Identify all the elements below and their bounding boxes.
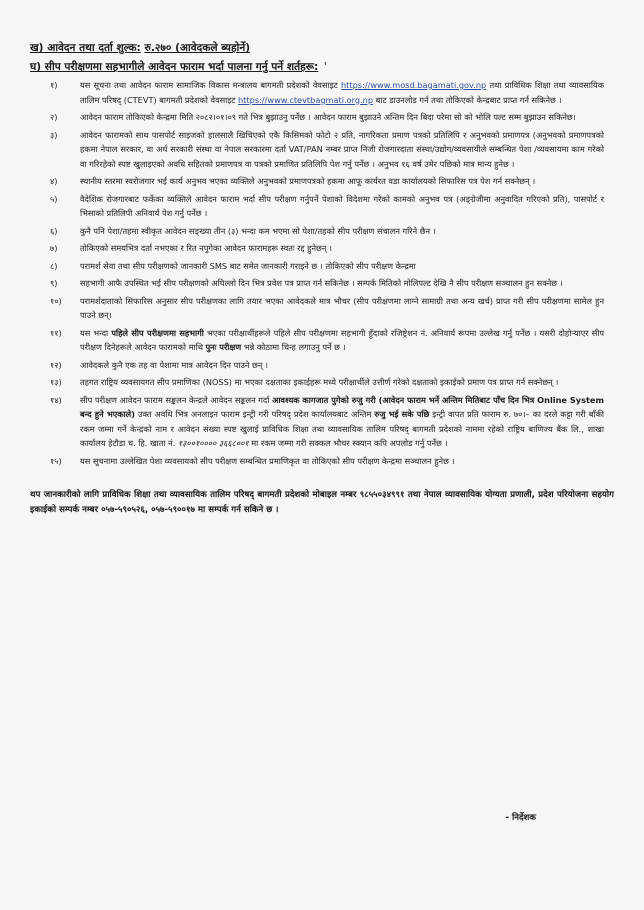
condition-text-part: बाट डाउनलोड गर्न तथा तोकिएको केन्द्रबाट प्राप्त गर्न सकिनेछ । bbox=[375, 94, 562, 105]
condition-item-14 bbox=[30, 393, 614, 451]
condition-item-1 bbox=[30, 78, 614, 107]
condition-item-3 bbox=[30, 128, 614, 172]
condition-text-part: तथा प्राविधिक शिक्षा तथा व्यावसायिक तालिम परिषद् (CTEVT) बागमती प्रदेशको वेवसाइट bbox=[80, 80, 605, 105]
condition-item-13 bbox=[30, 375, 614, 390]
mosd-website-link[interactable]: https://www.mosd.bagamati.gov.np bbox=[340, 80, 487, 90]
condition-text: परामर्शदाताको सिफारिस अनुसार सीप परीक्षणका लागि तयार भएका आवेदकले मात्र भौचर (सीप परीक्षणमा लाग्ने सामाग्री तथा अन्य खर्च) प्राप्त गरी सीप परीक्षणमा सामेल हुन पाउने छन्। bbox=[80, 295, 604, 320]
condition-number: ४) bbox=[50, 176, 58, 186]
condition-item-6 bbox=[30, 224, 614, 239]
condition-item-8 bbox=[30, 259, 614, 274]
condition-item-11 bbox=[30, 326, 614, 355]
condition-item-7 bbox=[30, 241, 614, 256]
condition-number: ५) bbox=[50, 193, 58, 204]
condition-number: १५) bbox=[50, 455, 62, 466]
condition-text: परामर्श सेवा तथा सीप परीक्षणको जानकारी SMS बाट समेत जानकारी गराइने छ । तोकिएको सीप परीक्षण केन्द्रमा bbox=[80, 260, 416, 271]
contact-note: थप जानकारीको लागि प्राविधिक शिक्षा तथा व्यावसायिक तालिम परिषद् बागमती प्रदेशको मोबाइल नम्बर ९८५५०३४९९१ तथा नेपाल व्यावसायिक योग्यता प्रणाली, प्रदेश परियोजना सहयोग इकाईको सम्पर्क नम्बर ०५७-५९०५२६, ०५७-५९००१७ मा सम्पर्क गर्न सकिने छ । bbox=[30, 490, 614, 515]
condition-text-part: इन्ट्री वापत प्रति फाराम रु. ७०।– का दरले कट्टा गरी बाँकी रकम जम्मा गर्ने केन्द्रको नाम र आवेदन संख्या स्पष्ट खुलाई प्राविधिक शिक्षा तथा व्यावसायिक तालिम परिषद् बागमती प्रदेशको नाममा रहेको राष्ट्रिय बाणिज्य बैंक लि., शाखा कार्यालय हेटौडा च. हि. खाता नं. bbox=[80, 409, 604, 448]
condition-number: ११) bbox=[50, 327, 62, 338]
condition-text bbox=[80, 393, 614, 451]
condition-number: १३) bbox=[50, 377, 62, 387]
condition-text: तोकिएको समयभित्र दर्ता नभएका र रित नपुगेका आवेदन फारामहरू स्वतः रद्द हुनेछन् । bbox=[80, 243, 332, 253]
condition-text-part: उक्त अवधि भित्र अनलाइन फाराम इन्ट्री गरी परिषद् प्रदेश कार्यालयबाट अन्तिम bbox=[137, 409, 372, 419]
condition-number: ९) bbox=[50, 278, 58, 288]
condition-item-2 bbox=[30, 110, 614, 125]
condition-text-part: मा रकम जम्मा गरी सक्कल भौचर स्क्यान कपि अपलोड गर्नु पर्नेछ । bbox=[251, 438, 448, 448]
rules-heading-mark: ' bbox=[323, 61, 327, 73]
bank-account-number: १३००१०००० ३६६८००१ bbox=[177, 438, 249, 448]
condition-number: १४) bbox=[50, 394, 62, 405]
condition-text bbox=[80, 78, 614, 107]
conditions-list bbox=[30, 78, 614, 468]
condition-number: ८) bbox=[50, 260, 58, 271]
condition-text: आवेदन फारामको साथ पासपोर्ट साइजको हालसालै खिचिएको एकै किसिमको फोटो २ प्रति, नागरिकता प्रमाण पत्रको प्रतिलिपि र अनुभवको प्रमाणपत्र (अनुभवको प्रमाणपत्रको हकमा नेपाल सरकार, वा अर्ध सरकारी संस्था वा नेपाल सरकारमा दर्ता VAT/PAN नम्बर प्राप्त निजी रोजगारदाता संस्था/उद्योग/व्यवसायीले सम्बन्धित पेशा /व्यवसायमा काम गरेको वा गरिरहेको स्पष्ट खुलाइएको अवधि सहितको प्रमाणपत्र वा पत्रको प्रमाणित प्रतिलिपि पेश गर्नु पर्नेछ । अनुभव १६ वर्ष उमेर पछिको मात्र मान्य हुनेछ । bbox=[80, 129, 604, 169]
condition-number: १२) bbox=[50, 359, 62, 370]
condition-number: २) bbox=[50, 112, 58, 122]
fee-heading-value: रु.२७० (आवेदकले ब्यहोर्ने) bbox=[144, 42, 251, 54]
condition-item-9 bbox=[30, 276, 614, 291]
condition-item-5 bbox=[30, 192, 614, 221]
fee-heading-label: ख) आवेदन तथा दर्ता शुल्क: bbox=[30, 42, 141, 54]
condition-text-bold: पहिले सीप परीक्षणमा सहभागी bbox=[111, 327, 204, 338]
condition-text: सहभागी आफै उपस्थित भई सीप परीक्षणको अघिल्लो दिन भित्र प्रवेश पत्र प्राप्त गर्न सकिनेछ । सम्पर्क मितिको मोलिपल्ट देखि नै सीप परीक्षण सञ्चालन हुन सक्नेछ । bbox=[80, 278, 563, 288]
condition-number: ७) bbox=[50, 243, 58, 253]
condition-item-10 bbox=[30, 294, 614, 323]
condition-text: आवेदन फाराम तोकिएको केन्द्रमा मिति २०८२।०१।०९ गते भित्र बुझाउनु पर्नेछ । आवेदन फाराम बुझाउने अन्तिम दिन बिदा परेमा सो को भोलि पल्ट सम्म बुझाउन सकिनेछ। bbox=[80, 112, 576, 122]
ctevt-website-link[interactable]: https://www.ctevtbagmati.org.np bbox=[238, 94, 374, 105]
condition-text-part: यस भन्दा bbox=[80, 327, 109, 338]
condition-item-15 bbox=[30, 454, 614, 469]
condition-text-part: यस सूचना तथा आवेदन फाराम सामाजिक विकास मन्त्रालय बागमती प्रदेशको वेवसाइट bbox=[80, 80, 338, 90]
condition-item-4 bbox=[30, 174, 614, 189]
condition-text: कुनै पनि पेशा/तहमा स्वीकृत आवेदन सङ्ख्या तीन (३) भन्दा कम भएमा सो पेशा/तहको सीप परीक्षण संचालन गरिने छैन । bbox=[80, 225, 436, 236]
rules-heading-label: घ) सीप परीक्षणमा सहभागीले आवेदन फाराम भर्दा पालना गर्नु पर्ने शर्तहरू: bbox=[30, 61, 319, 73]
condition-text-bold: आवश्यक कागजात पुगेको रुजु गरी (आवेदन फाराम भर्ने अन्तिम मितिबाट पाँच दिन भित्र Online System बन्द हुने भएकाले) bbox=[80, 394, 604, 419]
fee-heading bbox=[30, 40, 614, 56]
condition-number: १) bbox=[50, 80, 58, 90]
condition-text: आवेदकले कुनै एक तह वा पेशामा मात्र आवेदन दिन पाउने छन् । bbox=[80, 359, 268, 370]
condition-text bbox=[80, 326, 614, 355]
condition-number: ३) bbox=[50, 129, 58, 140]
condition-text-bold: रुजु भई सके पछि bbox=[374, 409, 430, 419]
condition-text: तहगत राष्ट्रिय व्यवसायगत सीप प्रमाणिका (NOSS) मा भएका दक्षताका इकाईहरू मध्ये परीक्षार्थीले उत्तीर्ण गरेको दक्षताको इकाईको प्रमाण पत्र प्राप्त गर्न सक्नेछन् । bbox=[80, 377, 559, 387]
condition-text-bold: पुनः परीक्षण bbox=[205, 342, 242, 352]
condition-text: वैदेशिक रोजगारबाट फर्केका व्यक्तिले आवेदन फाराम भर्दा सीप परीक्षण गर्नुपर्ने पेशाको विदेशमा गरेको कामको अनुभव पत्र (अङ्ग्रेजीमा अनुवादित गरिएको प्रति), पासपोर्ट र भिसाको प्रतिलिपी अनिवार्य पेश गर्नु पर्नेछ । bbox=[80, 193, 604, 218]
rules-heading bbox=[30, 59, 614, 75]
condition-number: ६) bbox=[50, 225, 58, 236]
condition-text-part: भएका परीक्षार्थीहरूले पहिले सीप परीक्षणमा सहभागी हुँदाको रजिष्ट्रेशन नं. अनिवार्य रूपमा उल्लेख गर्नु पर्नेछ । यसरी दोहोऱ्याएर सीप परीक्षण दिनेहरूले आवेदन फारामको माथि bbox=[80, 327, 605, 352]
condition-number: १०) bbox=[50, 295, 62, 306]
condition-text-part: भन्ने कोठामा चिन्ह लगाउनु पर्ने छ । bbox=[243, 342, 346, 352]
director-signature: - निर्देशक bbox=[505, 813, 536, 823]
condition-item-12 bbox=[30, 358, 614, 373]
condition-text: स्थानीय स्तरमा स्वरोजगार भई कार्य अनुभव भएका व्यक्तिले अनुभवको प्रमाणपत्रको हकमा आफू कार्यरत वडा कार्यालयको सिफारिस पत्र पेश गर्न सक्नेछन् । bbox=[80, 176, 536, 186]
condition-text-part: सीप परीक्षण आवेदन फाराम सङ्कलन केन्द्रले आवेदन सङ्कलन गर्दा bbox=[80, 394, 270, 405]
condition-text: यस सूचनामा उल्लेखित पेशा व्यवसायको सीप परीक्षण सम्बन्धित प्रमाणिकृत वा तोकिएको सीप परीक्षण केन्द्रमा सञ्चालन हुनेछ । bbox=[80, 455, 455, 466]
